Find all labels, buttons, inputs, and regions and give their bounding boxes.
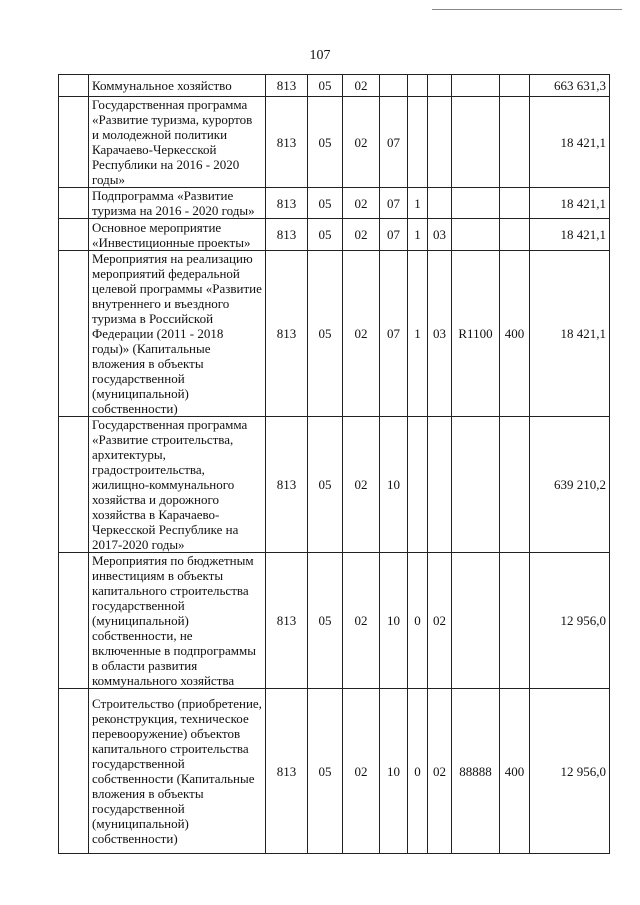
ved-code: 813 xyxy=(266,97,308,188)
direction-code xyxy=(452,553,500,689)
program-code: 07 xyxy=(380,219,408,251)
top-rule xyxy=(432,9,622,10)
amount: 18 421,1 xyxy=(530,97,610,188)
item-name: Основное мероприятие «Инвестиционные проекты» xyxy=(89,219,266,251)
subsection-code: 02 xyxy=(343,417,380,553)
expense-type-code xyxy=(500,219,530,251)
subprogram-code: 0 xyxy=(408,553,428,689)
expense-type-code xyxy=(500,417,530,553)
ved-code: 813 xyxy=(266,75,308,97)
activity-code xyxy=(428,97,452,188)
section-code: 05 xyxy=(308,689,343,854)
activity-code xyxy=(428,188,452,219)
blank-cell xyxy=(59,219,89,251)
direction-code xyxy=(452,97,500,188)
expense-type-code xyxy=(500,97,530,188)
subsection-code: 02 xyxy=(343,689,380,854)
ved-code: 813 xyxy=(266,251,308,417)
section-code: 05 xyxy=(308,251,343,417)
direction-code xyxy=(452,75,500,97)
subsection-code: 02 xyxy=(343,219,380,251)
program-code: 10 xyxy=(380,553,408,689)
table-row xyxy=(59,188,610,219)
table-row xyxy=(59,689,610,854)
amount: 663 631,3 xyxy=(530,75,610,97)
section-code: 05 xyxy=(308,553,343,689)
amount: 18 421,1 xyxy=(530,251,610,417)
section-code: 05 xyxy=(308,417,343,553)
table-row xyxy=(59,417,610,553)
blank-cell xyxy=(59,417,89,553)
subsection-code: 02 xyxy=(343,251,380,417)
subsection-code: 02 xyxy=(343,553,380,689)
program-code: 07 xyxy=(380,251,408,417)
subsection-code: 02 xyxy=(343,75,380,97)
blank-cell xyxy=(59,75,89,97)
subprogram-code: 0 xyxy=(408,689,428,854)
blank-cell xyxy=(59,553,89,689)
subprogram-code: 1 xyxy=(408,188,428,219)
activity-code: 02 xyxy=(428,553,452,689)
expense-type-code: 400 xyxy=(500,689,530,854)
activity-code xyxy=(428,75,452,97)
item-name: Государственная программа «Развитие строительства, архитектуры, градостроительства, жилищно-коммунального хозяйства и дорожного хозяйства в Карачаево-Черкесской Республике на 2017-2020 годы» xyxy=(89,417,266,553)
activity-code: 03 xyxy=(428,251,452,417)
table-row xyxy=(59,251,610,417)
blank-cell xyxy=(59,188,89,219)
amount: 12 956,0 xyxy=(530,689,610,854)
subsection-code: 02 xyxy=(343,188,380,219)
ved-code: 813 xyxy=(266,417,308,553)
program-code: 10 xyxy=(380,417,408,553)
direction-code xyxy=(452,188,500,219)
section-code: 05 xyxy=(308,188,343,219)
activity-code: 03 xyxy=(428,219,452,251)
subprogram-code: 1 xyxy=(408,219,428,251)
item-name: Подпрограмма «Развитие туризма на 2016 - 2020 годы» xyxy=(89,188,266,219)
item-name: Строительство (приобретение, реконструкция, техническое перевооружение) объектов капитального строительства государственной собственности (Капитальные вложения в объекты государственной (муниципальной) собственности) xyxy=(89,689,266,854)
activity-code xyxy=(428,417,452,553)
program-code: 07 xyxy=(380,97,408,188)
table-row xyxy=(59,75,610,97)
subprogram-code xyxy=(408,75,428,97)
blank-cell xyxy=(59,251,89,417)
direction-code: R1100 xyxy=(452,251,500,417)
direction-code xyxy=(452,219,500,251)
page-number: 107 xyxy=(309,48,331,63)
section-code: 05 xyxy=(308,219,343,251)
expense-type-code xyxy=(500,553,530,689)
program-code: 10 xyxy=(380,689,408,854)
table-row xyxy=(59,219,610,251)
ved-code: 813 xyxy=(266,188,308,219)
amount: 18 421,1 xyxy=(530,188,610,219)
program-code: 07 xyxy=(380,188,408,219)
budget-table xyxy=(58,74,610,854)
amount: 12 956,0 xyxy=(530,553,610,689)
table-row xyxy=(59,553,610,689)
ved-code: 813 xyxy=(266,689,308,854)
expense-type-code xyxy=(500,75,530,97)
subsection-code: 02 xyxy=(343,97,380,188)
ved-code: 813 xyxy=(266,553,308,689)
subprogram-code: 1 xyxy=(408,251,428,417)
amount: 18 421,1 xyxy=(530,219,610,251)
program-code xyxy=(380,75,408,97)
item-name: Коммунальное хозяйство xyxy=(89,75,266,97)
direction-code: 88888 xyxy=(452,689,500,854)
ved-code: 813 xyxy=(266,219,308,251)
direction-code xyxy=(452,417,500,553)
amount: 639 210,2 xyxy=(530,417,610,553)
subprogram-code xyxy=(408,97,428,188)
subprogram-code xyxy=(408,417,428,553)
expense-type-code: 400 xyxy=(500,251,530,417)
blank-cell xyxy=(59,97,89,188)
expense-type-code xyxy=(500,188,530,219)
item-name: Мероприятия на реализацию мероприятий федеральной целевой программы «Развитие внутреннего и въездного туризма в Российской Федерации (2011 - 2018 годы)» (Капитальные вложения в объекты государственной (муниципальной) собственности) xyxy=(89,251,266,417)
item-name: Государственная программа «Развитие туризма, курортов и молодежной политики Карачаево-Черкесской Республики на 2016 - 2020 годы» xyxy=(89,97,266,188)
table-row xyxy=(59,97,610,188)
section-code: 05 xyxy=(308,97,343,188)
blank-cell xyxy=(59,689,89,854)
activity-code: 02 xyxy=(428,689,452,854)
section-code: 05 xyxy=(308,75,343,97)
item-name: Мероприятия по бюджетным инвестициям в объекты капитального строительства государственной (муниципальной) собственности, не включенные в подпрограммы в области развития коммунального хозяйства xyxy=(89,553,266,689)
